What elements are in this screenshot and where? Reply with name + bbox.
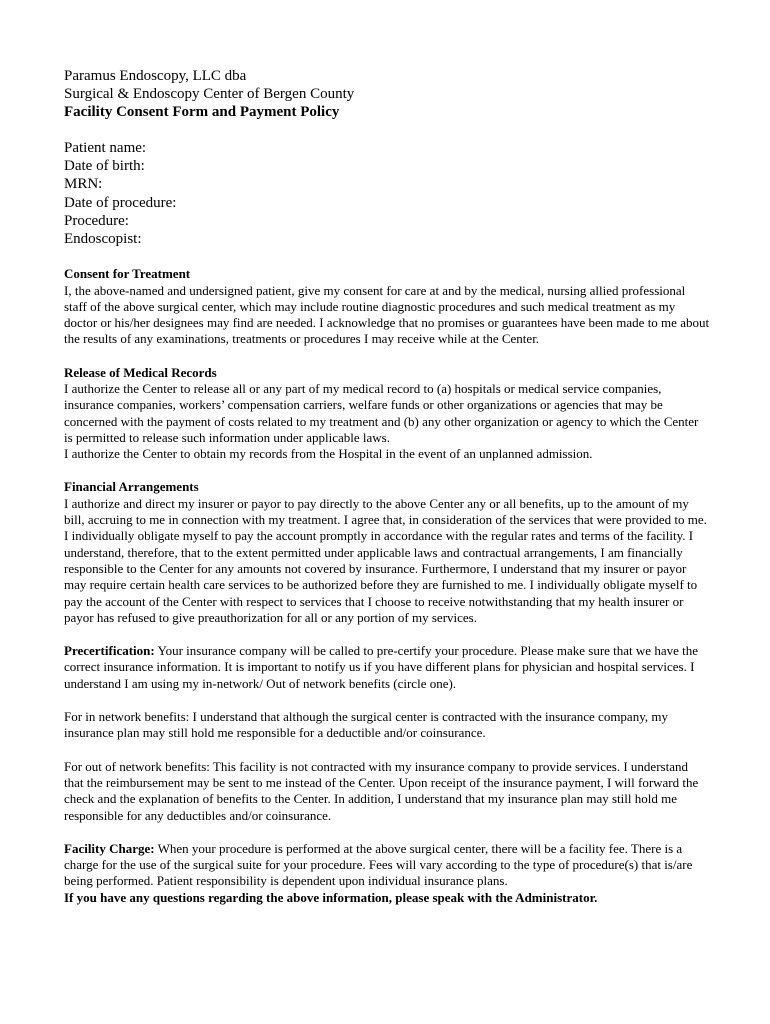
facility-charge-section <box>64 841 710 906</box>
precertification-section <box>64 643 710 692</box>
form-title: Facility Consent Form and Payment Policy <box>64 104 340 120</box>
facility-dba-line: Surgical & Endoscopy Center of Bergen County <box>64 86 355 102</box>
consent-heading: Consent for Treatment <box>64 266 191 282</box>
administrator-contact-note: If you have any questions regarding the above information, please speak with the Administrator. <box>64 889 598 905</box>
in-network-body: For in network benefits: I understand that although the surgical center is contracted with the insurance company, my insurance plan may still hold me responsible for a deductible and/or coinsurance. <box>64 709 668 741</box>
procedure-label: Procedure: <box>64 212 129 229</box>
document-header <box>64 67 710 121</box>
consent-body: I, the above-named and undersigned patient, give my consent for care at and by the medical, nursing allied professional staff of the above surgical center, which may include routine diagnostic procedures and such medical treatment as my doctor or his/her designees may find are needed. I acknowledge that no promises or guarantees have been made to me about the results of any examinations, treatments or procedures I may receive while at the Center. <box>64 282 710 347</box>
precertification-paragraph <box>64 643 710 692</box>
patient-info-fields <box>64 139 710 248</box>
mrn-label: MRN: <box>64 176 103 193</box>
release-hospital-body: I authorize the Center to obtain my records from the Hospital in the event of an unplanned admission. <box>64 446 593 462</box>
facility-charge-paragraph <box>64 841 710 890</box>
financial-section <box>64 479 710 626</box>
precertification-body: Your insurance company will be called to pre-certify your procedure. Please make sure that we have the correct insurance information. It is important to notify us if you have different plans for physician and hospital services. I understand I am using my in-network/ Out of network benefits (circle one). <box>64 643 698 691</box>
release-heading: Release of Medical Records <box>64 364 217 380</box>
consent-section <box>64 266 710 347</box>
facility-charge-label: Facility Charge: <box>64 840 155 856</box>
financial-body: I authorize and direct my insurer or payor to pay directly to the above Center any or all benefits, up to the amount of my bill, accruing to me in connection with my treatment. I agree that, in consideration of the services that were provided to me. I individually obligate myself to pay the account promptly in accordance with the regular rates and terms of the facility. I understand, therefore, that to the extent permitted under applicable laws and contractual arrangements, I am financially responsible to the Center for any amounts not covered by insurance. Furthermore, I understand that my insurer or payor may require certain health care services to be authorized before they are furnished to me. I individually obligate myself to pay the account of the Center with respect to services that I choose to receive notwithstanding that my health insurer or payor has refused to give preauthorization for all or any portion of my services. <box>64 495 707 625</box>
release-body: I authorize the Center to release all or any part of my medical record to (a) hospitals or medical service companies, insurance companies, workers’ compensation carriers, welfare funds or other organizations or agencies that may be concerned with the payment of costs related to my treatment and (b) any other organization or agency to which the Center is permitted to release such information under applicable laws. <box>64 381 699 445</box>
financial-heading: Financial Arrangements <box>64 479 199 495</box>
precertification-label: Precertification: <box>64 643 155 659</box>
endoscopist-label: Endoscopist: <box>64 231 142 248</box>
date-of-birth-label: Date of birth: <box>64 158 145 175</box>
facility-charge-body: When your procedure is performed at the above surgical center, there will be a facility fee. There is a charge for the use of the surgical suite for your procedure. Fees will vary according to the type of procedure(s) that is/are being performed. Patient responsibility is dependent upon individual insurance plans. <box>64 840 693 889</box>
patient-name-label: Patient name: <box>64 140 147 156</box>
in-network-section <box>64 709 710 742</box>
facility-name-line: Paramus Endoscopy, LLC dba <box>64 68 247 84</box>
release-section <box>64 365 710 463</box>
out-of-network-body: For out of network benefits: This facility is not contracted with my insurance company to provide services. I understand that the reimbursement may be sent to me instead of the Center. Upon receipt of the insurance payment, I will forward the check and the explanation of benefits to the Center. In addition, I understand that my insurance plan may still hold me responsible for any deductibles and/or coinsurance. <box>64 758 699 823</box>
out-of-network-section <box>64 759 710 824</box>
date-of-procedure-label: Date of procedure: <box>64 194 177 211</box>
